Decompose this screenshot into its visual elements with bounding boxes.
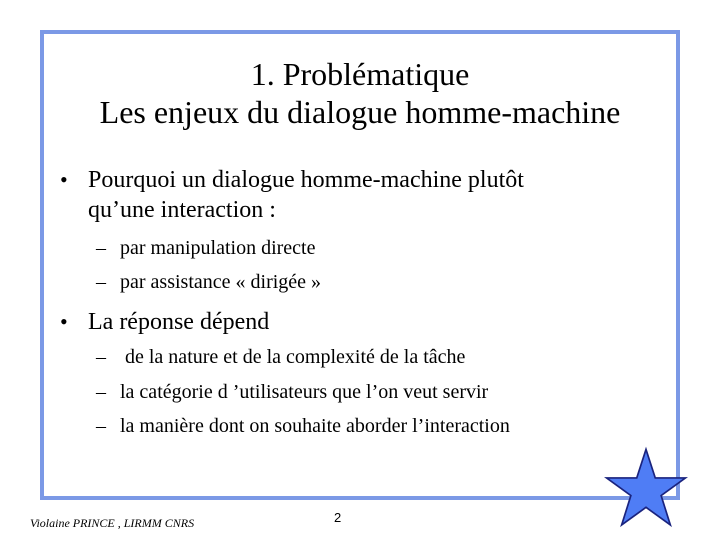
sub-item [96,265,322,299]
sub-item [96,409,510,443]
star-icon [604,446,688,530]
bullet-1 [60,165,524,225]
sub-item-text: de la nature et de la complexité de la tâche [120,346,466,368]
dash-icon: – [96,237,106,259]
bullet-2-text: La réponse dépend [88,309,270,335]
page-number: 2 [334,510,342,525]
bullet-1-line-1: Pourquoi un dialogue homme-machine plutôt [88,167,524,193]
dash-icon: – [96,415,106,437]
sub-item-text: la catégorie d ’utilisateurs que l’on veut servir [120,381,489,403]
sub-item-text: par assistance « dirigée » [120,271,322,293]
footer-author: Violaine PRINCE , LIRMM CNRS [30,516,195,530]
bullet-icon: • [60,309,68,334]
star-shape [607,449,686,525]
sub-item [96,340,466,374]
slide-title [40,55,680,131]
dash-icon: – [96,346,106,368]
title-line-2: Les enjeux du dialogue homme-machine [99,94,621,130]
title-line-1: 1. Problématique [250,56,470,92]
sub-item-text: par manipulation directe [120,237,316,259]
sub-item-text: la manière dont on souhaite aborder l’interaction [120,415,510,437]
dash-icon: – [96,381,106,403]
bullet-icon: • [60,167,68,192]
sub-item [96,231,316,265]
bullet-2 [60,307,270,337]
bullet-1-line-2: qu’une interaction : [88,197,276,223]
dash-icon: – [96,271,106,293]
sub-item [96,375,489,409]
